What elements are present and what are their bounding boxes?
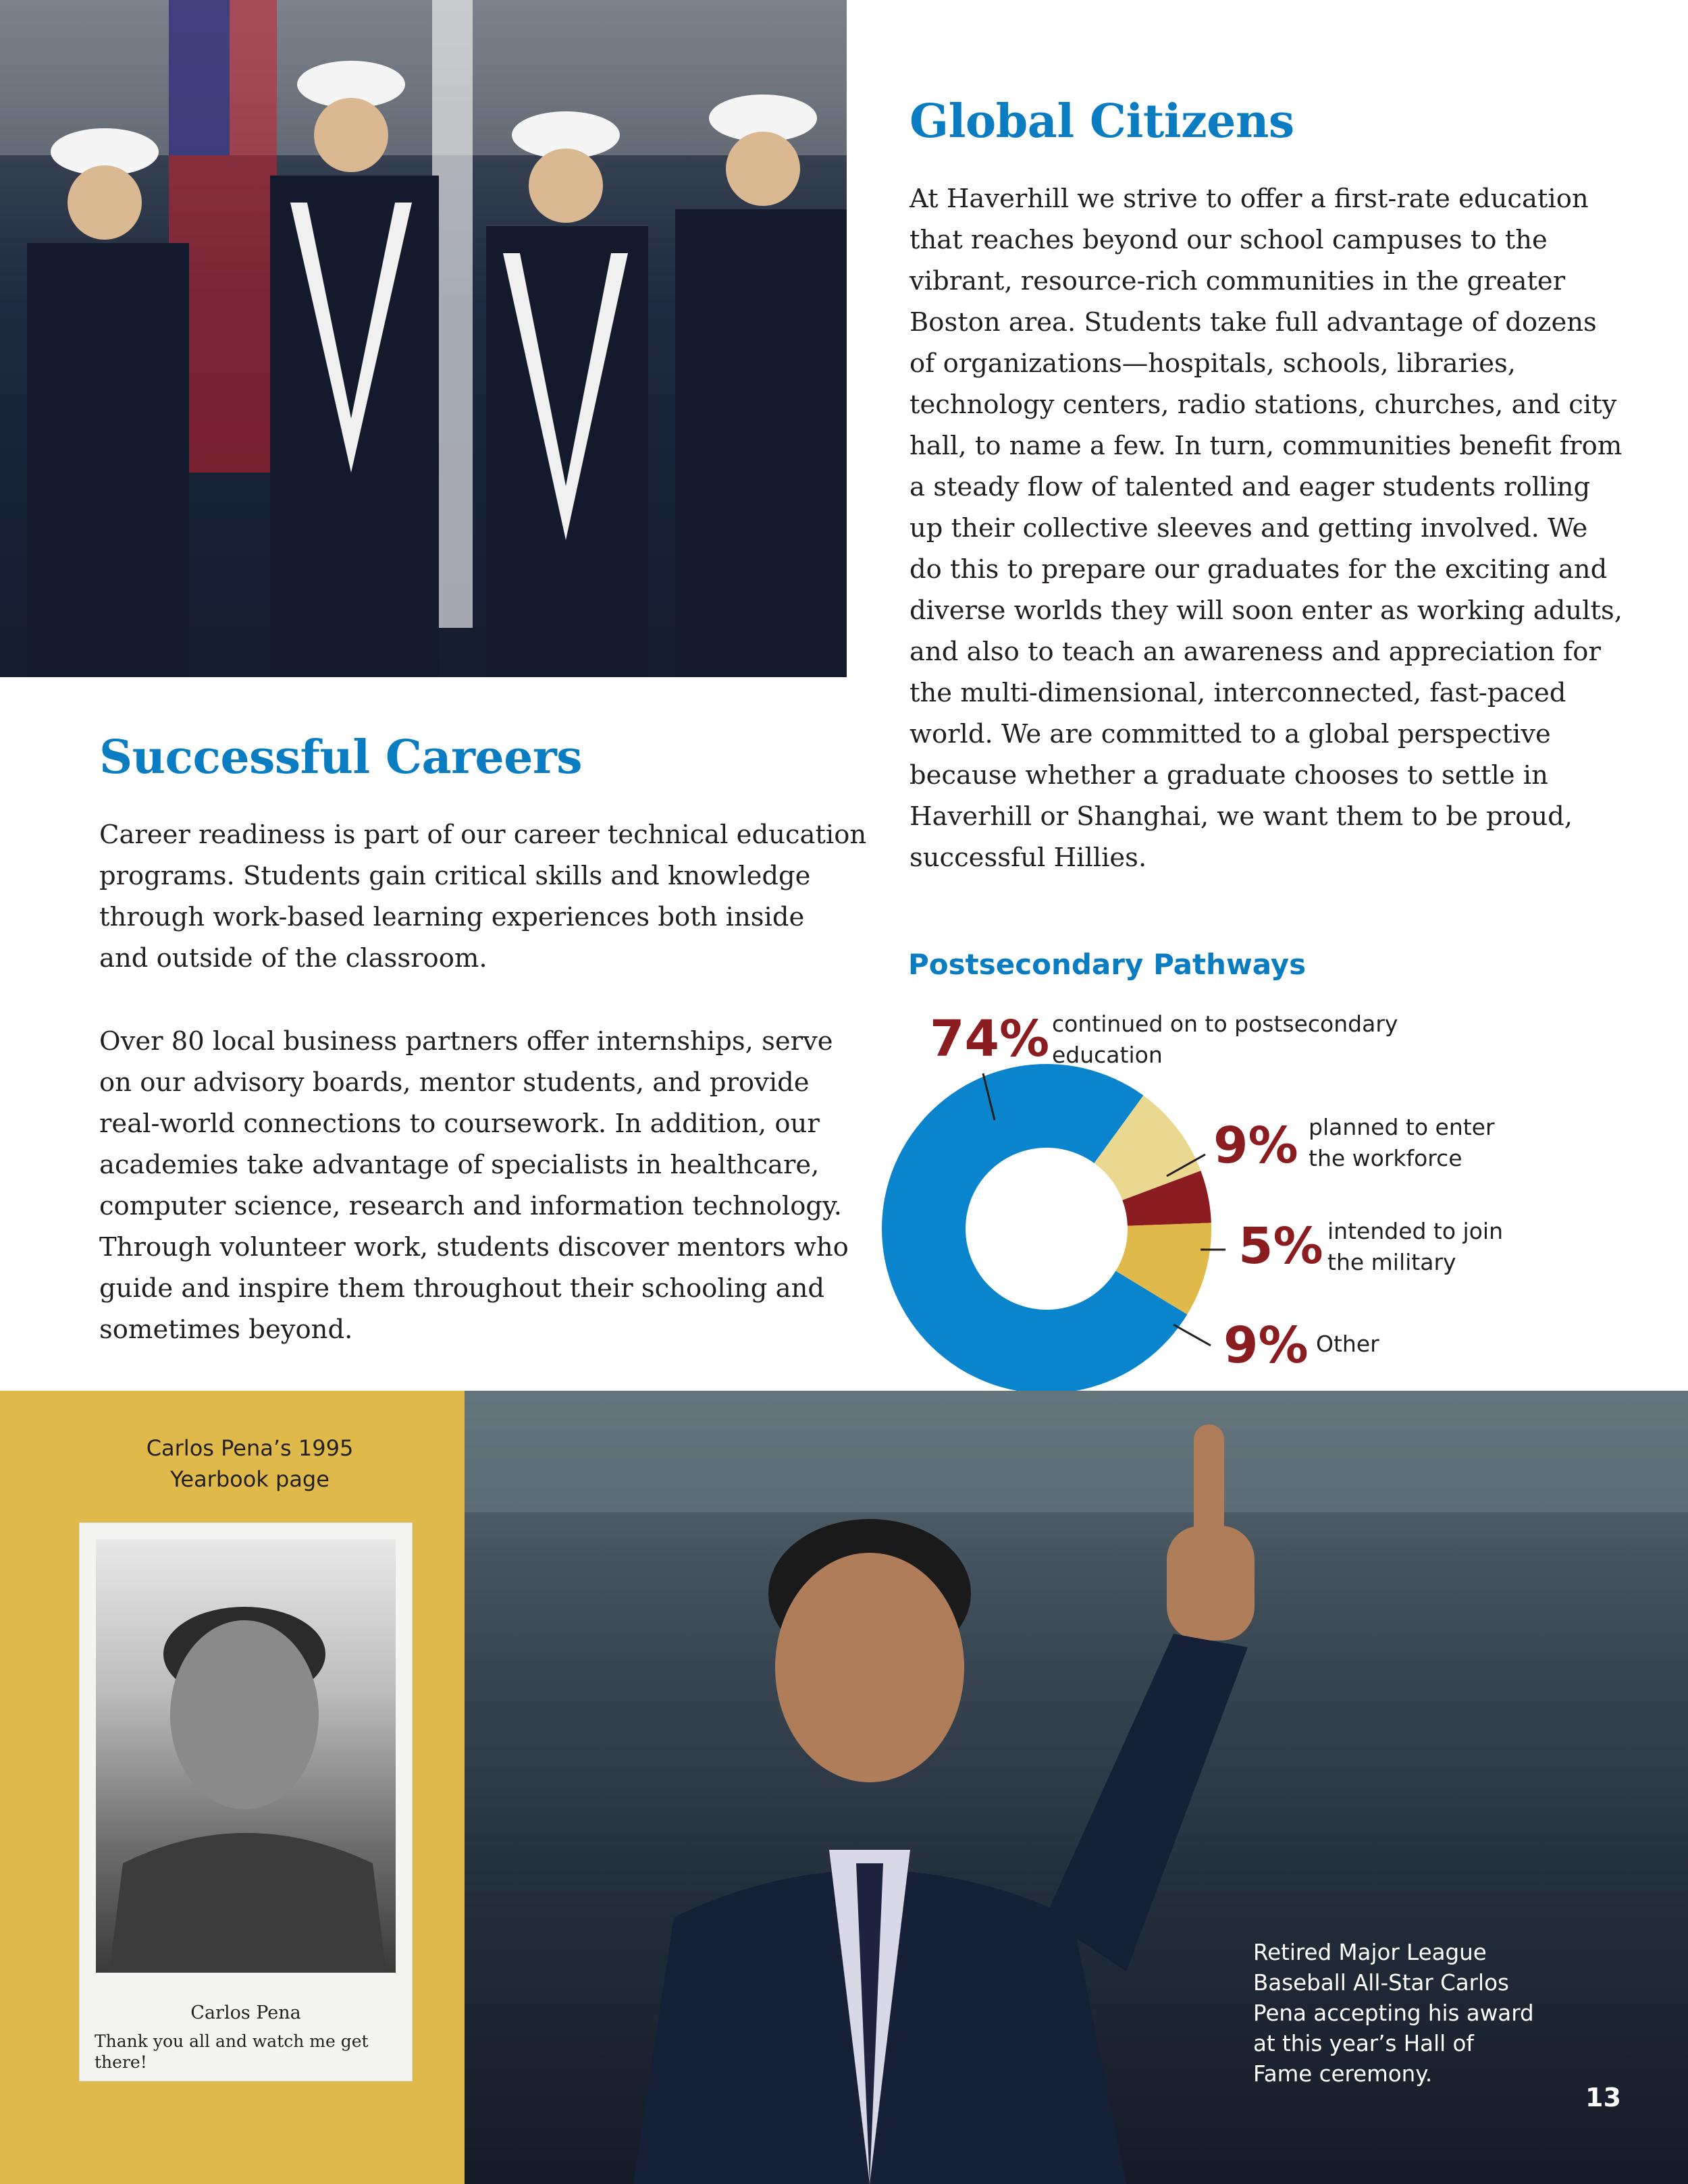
slice-label-postsecondary [1052,1009,1398,1071]
text-line: up their collective sleeves and getting involved. We [909,513,1588,543]
text-line: and outside of the classroom. [99,943,487,974]
chart-title: Postsecondary Pathways [908,948,1307,981]
text-line: that reaches beyond our school campuses to the [909,225,1548,255]
portrait-illustration [96,1539,396,1973]
text-line: successful Hillies. [909,843,1147,873]
text-line: computer science, research and information technology. [99,1191,842,1221]
leader-line-workforce [1167,1154,1205,1176]
text-line: do this to prepare our graduates for the exciting and [909,554,1608,585]
text-line: of organizations—hospitals, schools, libraries, [909,348,1516,379]
text-line: guide and inspire them throughout their schooling and [99,1273,825,1304]
caption-line: Yearbook page [170,1466,329,1492]
text-line: Over 80 local business partners offer internships, serve [99,1026,833,1057]
text-line: sometimes beyond. [99,1314,353,1345]
text-line: programs. Students gain critical skills and knowledge [99,861,811,891]
text-line: and also to teach an awareness and appreciation for [909,637,1601,667]
text-line: vibrant, resource-rich communities in the greater [909,266,1566,296]
text-line: Haverhill or Shanghai, we want them to be proud, [909,801,1573,832]
text-line: a steady flow of talented and eager students rolling [909,472,1591,502]
text-line: real-world connections to coursework. In addition, our [99,1109,820,1139]
page-number: 13 [1585,2083,1621,2112]
text-line: through work-based learning experiences both inside [99,902,805,932]
successful-careers-heading: Successful Careers [99,730,583,784]
slice-label-other [1316,1329,1379,1360]
text-line: diverse worlds they will soon enter as working adults, [909,595,1623,626]
yearbook-portrait [96,1539,396,1973]
caption-line: Pena accepting his award [1253,2000,1534,2026]
text-line: Career readiness is part of our career technical education [99,820,867,850]
slice-value-postsecondary: 74% [930,1010,1050,1068]
caption-line: Carlos Pena’s 1995 [146,1435,354,1461]
slice-label-workforce [1309,1112,1495,1174]
text-line: hall, to name a few. In turn, communities benefit from [909,431,1623,461]
yearbook-name: Carlos Pena [190,2002,301,2023]
label-line: intended to join [1327,1218,1503,1244]
label-line: planned to enter [1309,1114,1495,1140]
text-line: technology centers, radio stations, churches, and city [909,390,1617,420]
yearbook-page [80,1523,412,2081]
caption-line: Retired Major League [1253,1940,1487,1965]
caption-line: Baseball All-Star Carlos [1253,1970,1509,1996]
label-line: continued on to postsecondary [1052,1011,1398,1037]
label-line: education [1052,1042,1163,1068]
yearbook-caption [101,1433,398,1495]
text-line: Through volunteer work, students discover mentors who [99,1232,849,1262]
yearbook-quote: Thank you all and watch me get there! [95,2031,369,2072]
text-line: world. We are committed to a global perspective [909,719,1551,749]
text-line: academies take advantage of specialists in healthcare, [99,1150,820,1180]
global-citizens-heading: Global Citizens [909,95,1294,149]
slice-value-workforce: 9% [1213,1117,1298,1175]
leader-line-other [1173,1325,1211,1346]
label-line: the workforce [1309,1145,1462,1171]
label-line: Other [1316,1331,1379,1357]
label-line: the military [1327,1249,1456,1275]
text-line: Boston area. Students take full advantage of dozens [909,307,1597,338]
leader-line-postsecondary [983,1073,995,1120]
caption-line: Fame ceremony. [1253,2061,1433,2087]
photo-caption [1253,1938,1550,2089]
text-line: At Haverhill we strive to offer a first-rate education [909,184,1589,214]
text-line: the multi-dimensional, interconnected, fast-paced [909,678,1566,708]
slice-value-military: 5% [1238,1217,1323,1275]
text-line: because whether a graduate chooses to settle in [909,760,1548,791]
caption-line: at this year’s Hall of [1253,2031,1474,2056]
slice-value-other: 9% [1223,1316,1309,1375]
slice-label-military [1327,1216,1503,1278]
text-line: on our advisory boards, mentor students, and provide [99,1067,810,1098]
